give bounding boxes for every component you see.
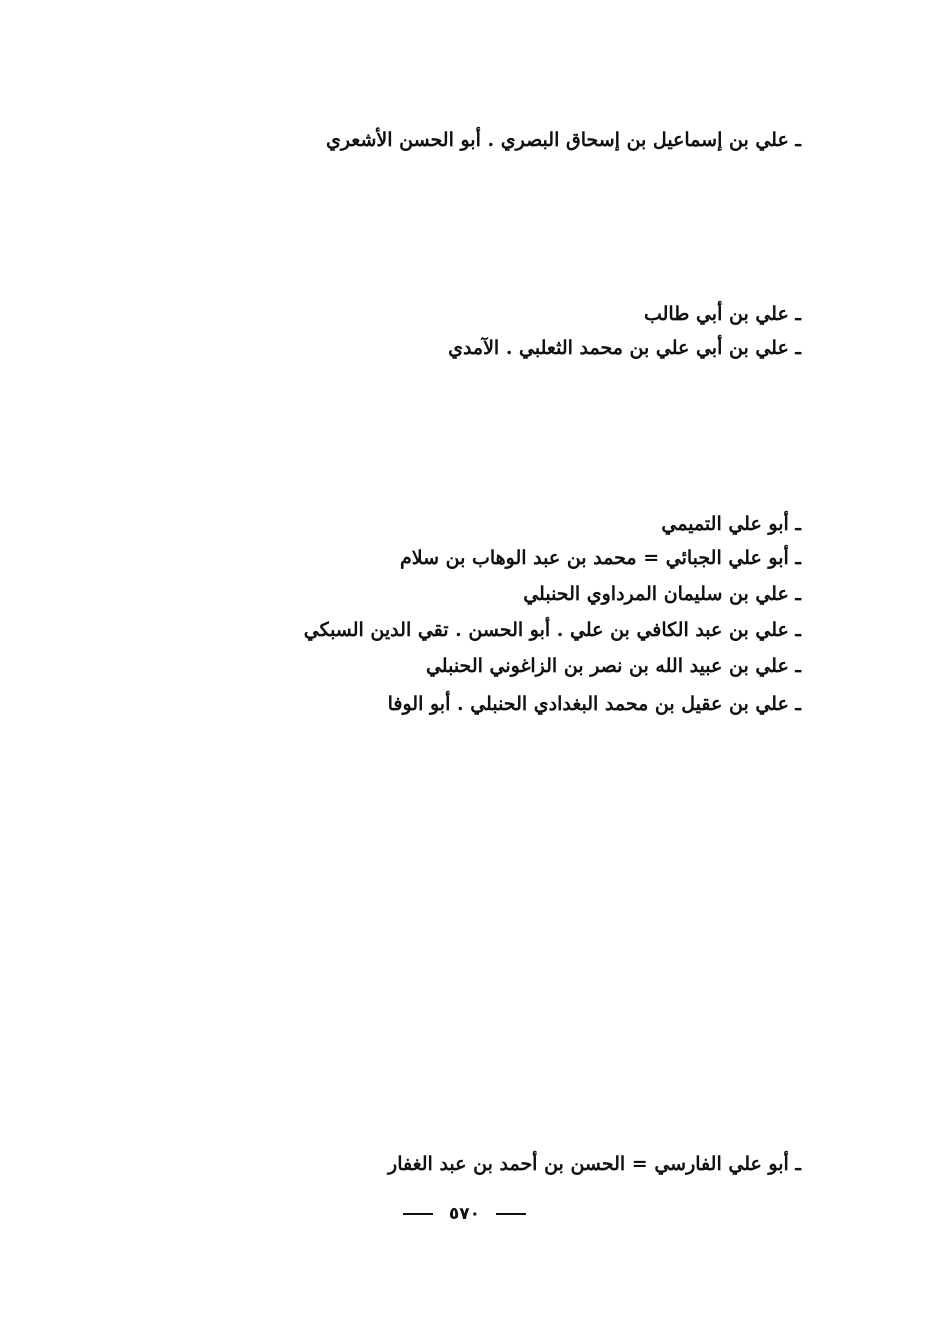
entry-abu-ali-tamimi: ـ أبو علي التميمي bbox=[661, 513, 801, 535]
page-number-footer bbox=[0, 1204, 929, 1224]
entry-ibn-aqil: ـ علي بن عقيل بن محمد البغدادي الحنبلي . أبو الوفا bbox=[387, 693, 801, 715]
entry-abu-ali-farisi: ـ أبو علي الفارسي = الحسن بن أحمد بن عبد الغفار bbox=[388, 1153, 801, 1175]
entry-mardawi: ـ علي بن سليمان المرداوي الحنبلي bbox=[523, 583, 801, 605]
entry-abu-ali-jubbai: ـ أبو علي الجبائي = محمد بن عبد الوهاب بن سلام bbox=[399, 547, 801, 569]
entry-subki: ـ علي بن عبد الكافي بن علي . أبو الحسن . تقي الدين السبكي bbox=[303, 619, 801, 641]
entry-ashari: ـ علي بن إسماعيل بن إسحاق البصري . أبو الحسن الأشعري bbox=[325, 129, 801, 151]
entry-ali-ibn-abi-talib: ـ علي بن أبي طالب bbox=[643, 303, 801, 325]
entry-zaghuni: ـ علي بن عبيد الله بن نصر بن الزاغوني الحنبلي bbox=[425, 655, 801, 677]
entry-amidi: ـ علي بن أبي علي بن محمد الثعلبي . الآمدي bbox=[448, 337, 801, 359]
dash-right bbox=[403, 1213, 433, 1215]
page-references-column bbox=[0, 0, 300, 1200]
dash-left bbox=[496, 1213, 526, 1215]
page-number: ٥٧٠ bbox=[448, 1204, 481, 1224]
